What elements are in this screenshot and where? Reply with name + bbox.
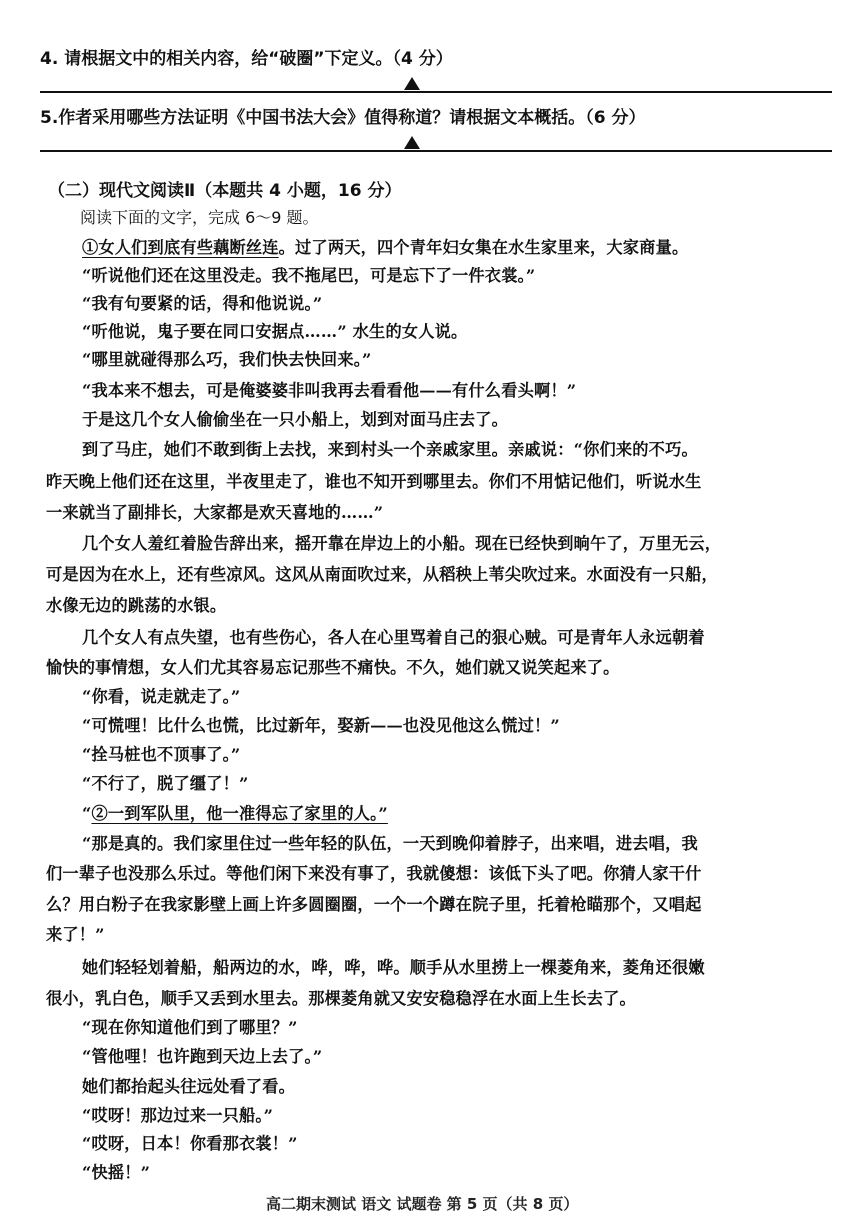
passage-line: 昨天晚上他们还在这里，半夜里走了，谁也不知开到哪里去。你们不用惦记他们，听说水生 (46, 472, 702, 491)
passage-line: 几个女人有点失望，也有些伤心，各人在心里骂着自己的狠心贼。可是青年人永远朝着 (82, 628, 705, 647)
passage-line: “快摇！” (82, 1163, 151, 1182)
passage-line: 一来就当了副排长，大家都是欢天喜地的……” (46, 503, 384, 522)
passage-line: “管他哩！也许跑到天边上去了。” (82, 1047, 323, 1066)
passage-text: 。过了两天，四个青年妇女集在水生家里来，大家商量。 (278, 238, 689, 257)
passage-line: “现在你知道他们到了哪里？” (82, 1018, 298, 1037)
passage-line: “我本来不想去，可是俺婆婆非叫我再去看看他——有什么看头啊！” (82, 381, 577, 400)
underlined-sentence-2: ②一到军队里，他一准得忘了家里的人。” (91, 804, 388, 823)
passage-line: “那是真的。我们家里住过一些年轻的队伍，一天到晚仰着脖子，出来唱，进去唱，我 (82, 834, 698, 853)
passage-line: “听他说，鬼子要在同口安据点……” 水生的女人说。 (82, 322, 468, 341)
passage-line: 于是这几个女人偷偷坐在一只小船上，划到对面马庄去了。 (82, 410, 509, 429)
passage-line: “哎呀，日本！你看那衣裳！” (82, 1134, 298, 1153)
question-5: 5.作者采用哪些方法证明《中国书法大会》值得称道？请根据文本概括。（6 分） (40, 108, 646, 128)
passage-line: 可是因为在水上，还有些凉风。这风从南面吹过来，从稻秧上苇尖吹过来。水面没有一只船， (46, 565, 718, 584)
passage-text: “ (82, 804, 92, 823)
passage-line: “哎呀！那边过来一只船。” (82, 1106, 274, 1125)
divider (40, 150, 832, 152)
passage-line: “拴马桩也不顶事了。” (82, 745, 241, 764)
answer-space-marker-icon (404, 77, 420, 90)
passage-line: 们一辈子也没那么乐过。等他们闲下来没有事了，我就傻想：该低下头了吧。你猜人家干什 (46, 864, 702, 883)
passage-line: 来了！” (46, 925, 105, 944)
underlined-sentence-1: ①女人们到底有些藕断丝连 (82, 238, 279, 257)
reading-instruction: 阅读下面的文字，完成 6～9 题。 (80, 208, 319, 227)
passage-line: 么？用白粉子在我家影壁上画上许多圆圈圈，一个一个蹲在院子里，托着枪瞄那个，又唱起 (46, 895, 702, 914)
passage-line: 水像无边的跳荡的水银。 (46, 596, 227, 615)
passage-line: “可慌哩！比什么也慌，比过新年，娶新——也没见他这么慌过！” (82, 716, 560, 735)
passage-line: “哪里就碰得那么巧，我们快去快回来。” (82, 350, 372, 369)
passage-line (82, 800, 388, 824)
section-title: （二）现代文阅读Ⅱ（本题共 4 小题，16 分） (48, 181, 402, 201)
passage-line: 几个女人羞红着脸告辞出来，摇开靠在岸边上的小船。现在已经快到晌午了，万里无云， (82, 534, 722, 553)
passage-line: “我有句要紧的话，得和他说说。” (82, 294, 323, 313)
passage-line: 到了马庄，她们不敢到街上去找，来到村头一个亲戚家里。亲戚说：“你们来的不巧。 (82, 440, 698, 459)
passage-line: 愉快的事情想，女人们尤其容易忘记那些不痛快。不久，她们就又说笑起来了。 (46, 658, 620, 677)
passage-line: 她们轻轻划着船，船两边的水，哗，哗，哗。顺手从水里捞上一棵菱角来，菱角还很嫩 (82, 958, 705, 977)
page-footer: 高二期末测试 语文 试题卷 第 5 页（共 8 页） (266, 1195, 579, 1213)
question-4: 4. 请根据文中的相关内容，给“破圈”下定义。（4 分） (40, 49, 453, 69)
passage-line: “听说他们还在这里没走。我不拖尾巴，可是忘下了一件衣裳。” (82, 266, 536, 285)
answer-space-marker-icon (404, 136, 420, 149)
passage-line: 很小，乳白色，顺手又丢到水里去。那棵菱角就又安安稳稳浮在水面上生长去了。 (46, 989, 636, 1008)
passage-line: 她们都抬起头往远处看了看。 (82, 1077, 296, 1096)
passage-line: “你看，说走就走了。” (82, 687, 241, 706)
passage-line (82, 234, 688, 258)
divider (40, 91, 832, 93)
passage-line: “不行了，脱了缰了！” (82, 774, 249, 793)
